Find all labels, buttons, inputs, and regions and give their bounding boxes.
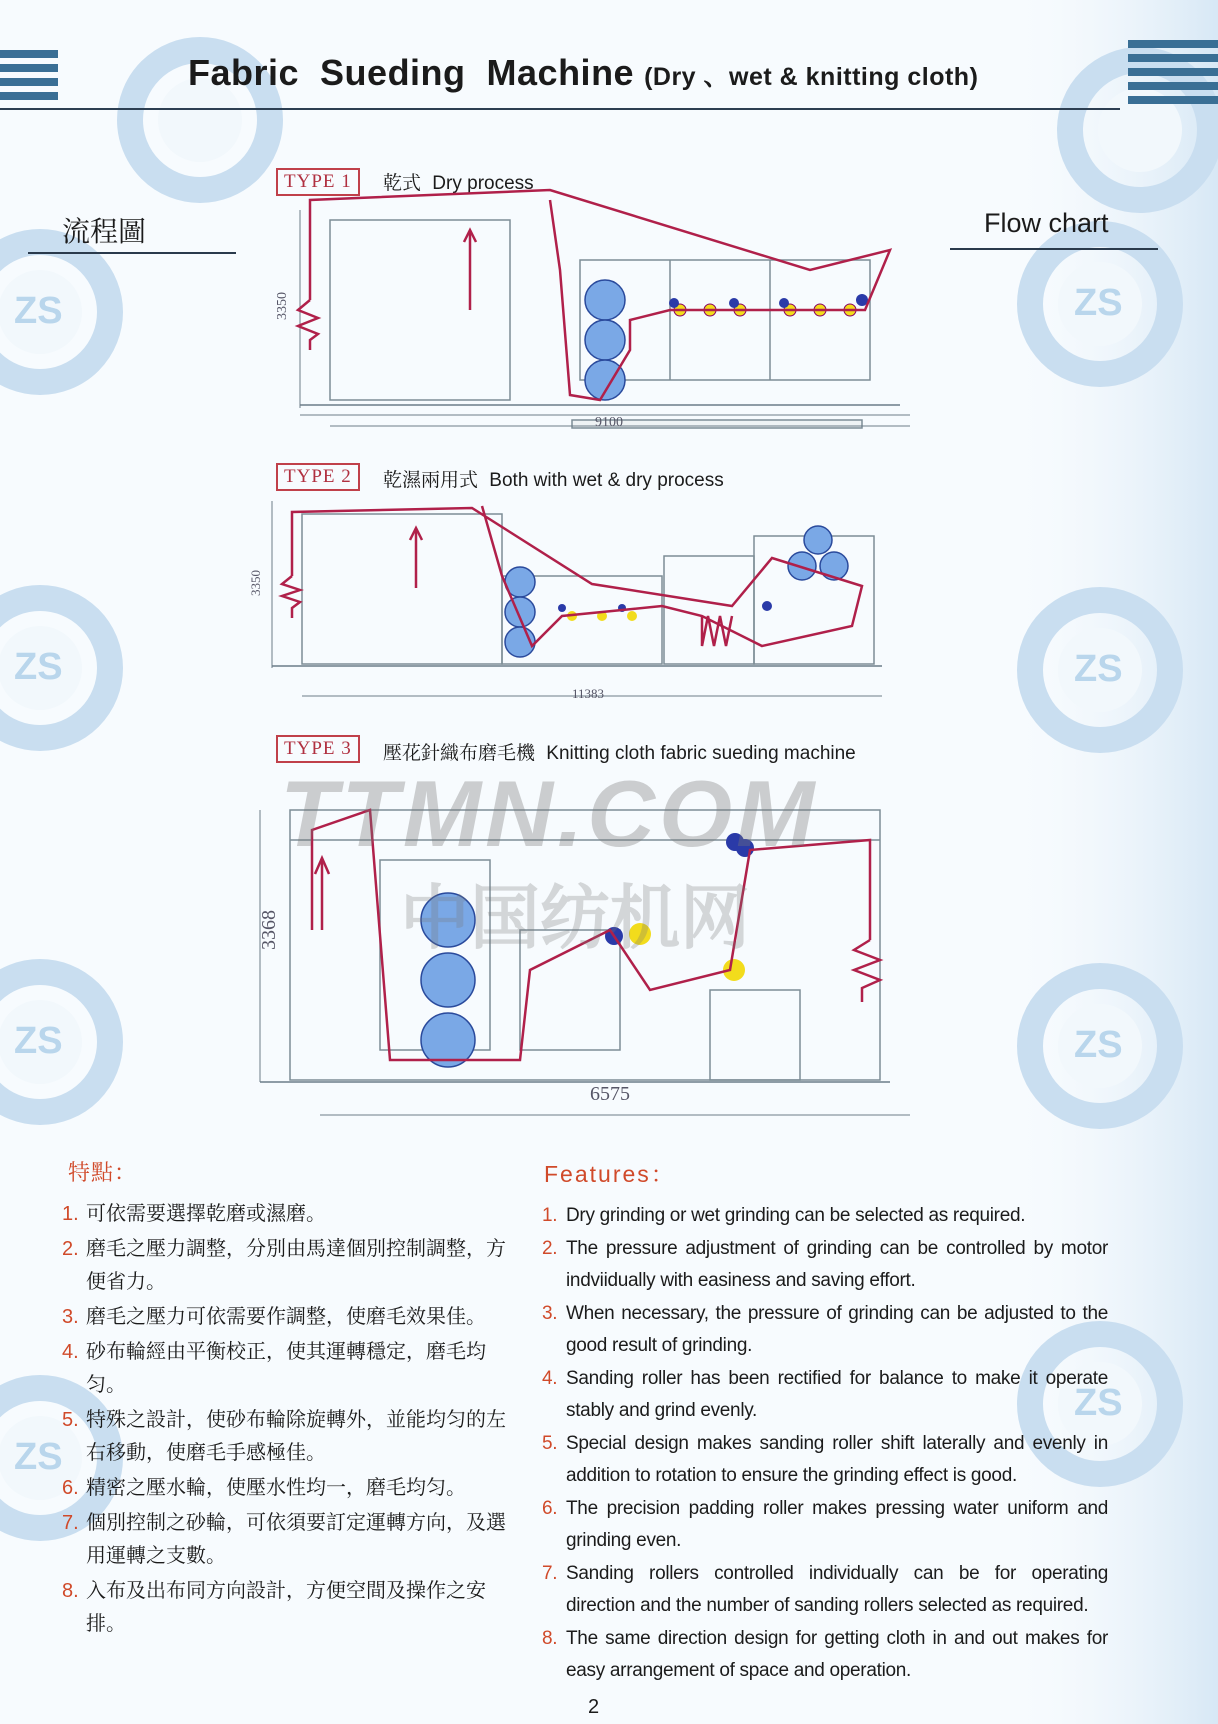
zs-logo-label: ZS	[1074, 648, 1123, 690]
list-item: 6. 精密之壓水輪，使壓水性均一，磨毛均匀。	[62, 1477, 466, 1499]
list-item: 8. 入布及出布同方向設計，方便空間及操作之安排。	[62, 1580, 486, 1635]
header-stripes-right	[1128, 40, 1218, 110]
flow-chart-rule-right	[950, 248, 1158, 250]
type-3-diagram	[250, 770, 930, 1130]
list-item: 7. 個別控制之砂輪，可依須要訂定運轉方向，及選用運轉之支數。	[62, 1512, 506, 1567]
list-item: 6. The precision padding roller makes pressing water uniform and grinding even.	[542, 1498, 1108, 1551]
list-item: 8. The same direction design for getting cloth in and out makes for easy arrangement of space and operation.	[542, 1628, 1108, 1681]
type-3-description	[383, 738, 856, 765]
title-main: Fabric Sueding Machine	[188, 52, 635, 93]
list-item: 5. Special design makes sanding roller shift laterally and evenly in addition to rotation to ensure the grinding effect is good.	[542, 1433, 1108, 1486]
type-2-height-dim: 3350	[248, 570, 263, 596]
zs-logo-label: ZS	[14, 646, 63, 688]
type-2-badge: TYPE 2	[276, 463, 360, 491]
type-1-rollers	[585, 280, 625, 400]
type-1-diagram	[250, 190, 910, 440]
list-item: 3. When necessary, the pressure of grinding can be adjusted to the good result of grinding.	[542, 1303, 1108, 1356]
type-1-badge: TYPE 1	[276, 168, 360, 196]
list-item: 2. 磨毛之壓力調整，分別由馬達個別控制調整，方便省力。	[62, 1238, 506, 1293]
type-2-description	[383, 465, 724, 492]
type-2-cn: 乾濕兩用式	[383, 470, 479, 491]
watermark-line1: TTMN.COM	[280, 761, 819, 866]
zs-logo-label: ZS	[1074, 1024, 1123, 1066]
type-3-width-dim: 6575	[590, 1083, 630, 1105]
type-1-height-dim: 3350	[275, 292, 290, 320]
list-item: 5. 特殊之設計，使砂布輪除旋轉外，並能均匀的左右移動，使磨毛手感極佳。	[62, 1409, 506, 1464]
title-subtitle: (Dry 、wet & knitting cloth)	[644, 63, 979, 91]
watermark-line2: 中国纺机网	[400, 879, 750, 957]
header-stripes-left	[0, 50, 58, 106]
zs-logo-label: ZS	[1074, 282, 1123, 324]
features-en-heading: Features：	[544, 1161, 676, 1187]
list-item: 4. Sanding roller has been rectified for balance to make it operate stably and grind evenly.	[542, 1368, 1108, 1421]
list-item: 1. Dry grinding or wet grinding can be selected as required.	[542, 1205, 1026, 1226]
page-title	[188, 52, 1118, 94]
type-3-fabric-path	[312, 810, 880, 1060]
type-3-height-dim: 3368	[258, 910, 280, 950]
list-item: 7. Sanding rollers controlled individually can be for operating direction and the number of sanding rollers selected as required.	[542, 1563, 1108, 1616]
type-1-width-dim: 9100	[595, 415, 623, 430]
zs-logo-label: ZS	[14, 1020, 63, 1062]
type-2-diagram	[248, 496, 892, 706]
type-1-en: Dry process	[432, 173, 534, 194]
title-underline	[0, 108, 1120, 110]
flow-chart-rule-left	[28, 252, 236, 254]
page-number: 2	[588, 1696, 600, 1718]
features-cn-heading: 特點：	[68, 1160, 138, 1185]
type-2-width-dim: 11383	[572, 686, 605, 701]
zs-logo-label: ZS	[14, 290, 63, 332]
features-cn-list	[62, 1198, 512, 1643]
type-3-badge: TYPE 3	[276, 735, 360, 763]
zs-logo-label: ZS	[1074, 1382, 1123, 1424]
type-1-cn: 乾式	[383, 173, 422, 194]
type-2-en: Both with wet & dry process	[489, 470, 724, 491]
list-item: 2. The pressure adjustment of grinding can be controlled by motor indviidually with easiness and saving effort.	[542, 1238, 1108, 1291]
list-item: 4. 砂布輪經由平衡校正，使其運轉穩定，磨毛均匀。	[62, 1341, 486, 1396]
list-item: 3. 磨毛之壓力可依需要作調整，使磨毛效果佳。	[62, 1306, 486, 1328]
type-3-cn: 壓花針織布磨毛機	[383, 743, 536, 764]
flow-chart-label-en: Flow chart	[984, 208, 1109, 238]
type-3-en: Knitting cloth fabric sueding machine	[546, 743, 856, 764]
flow-chart-label-cn: 流程圖	[62, 216, 147, 247]
zs-logo-label: ZS	[14, 1436, 63, 1478]
type-3-rollers	[421, 893, 475, 1067]
list-item: 1. 可依需要選擇乾磨或濕磨。	[62, 1203, 326, 1225]
features-en-list	[542, 1200, 1108, 1688]
